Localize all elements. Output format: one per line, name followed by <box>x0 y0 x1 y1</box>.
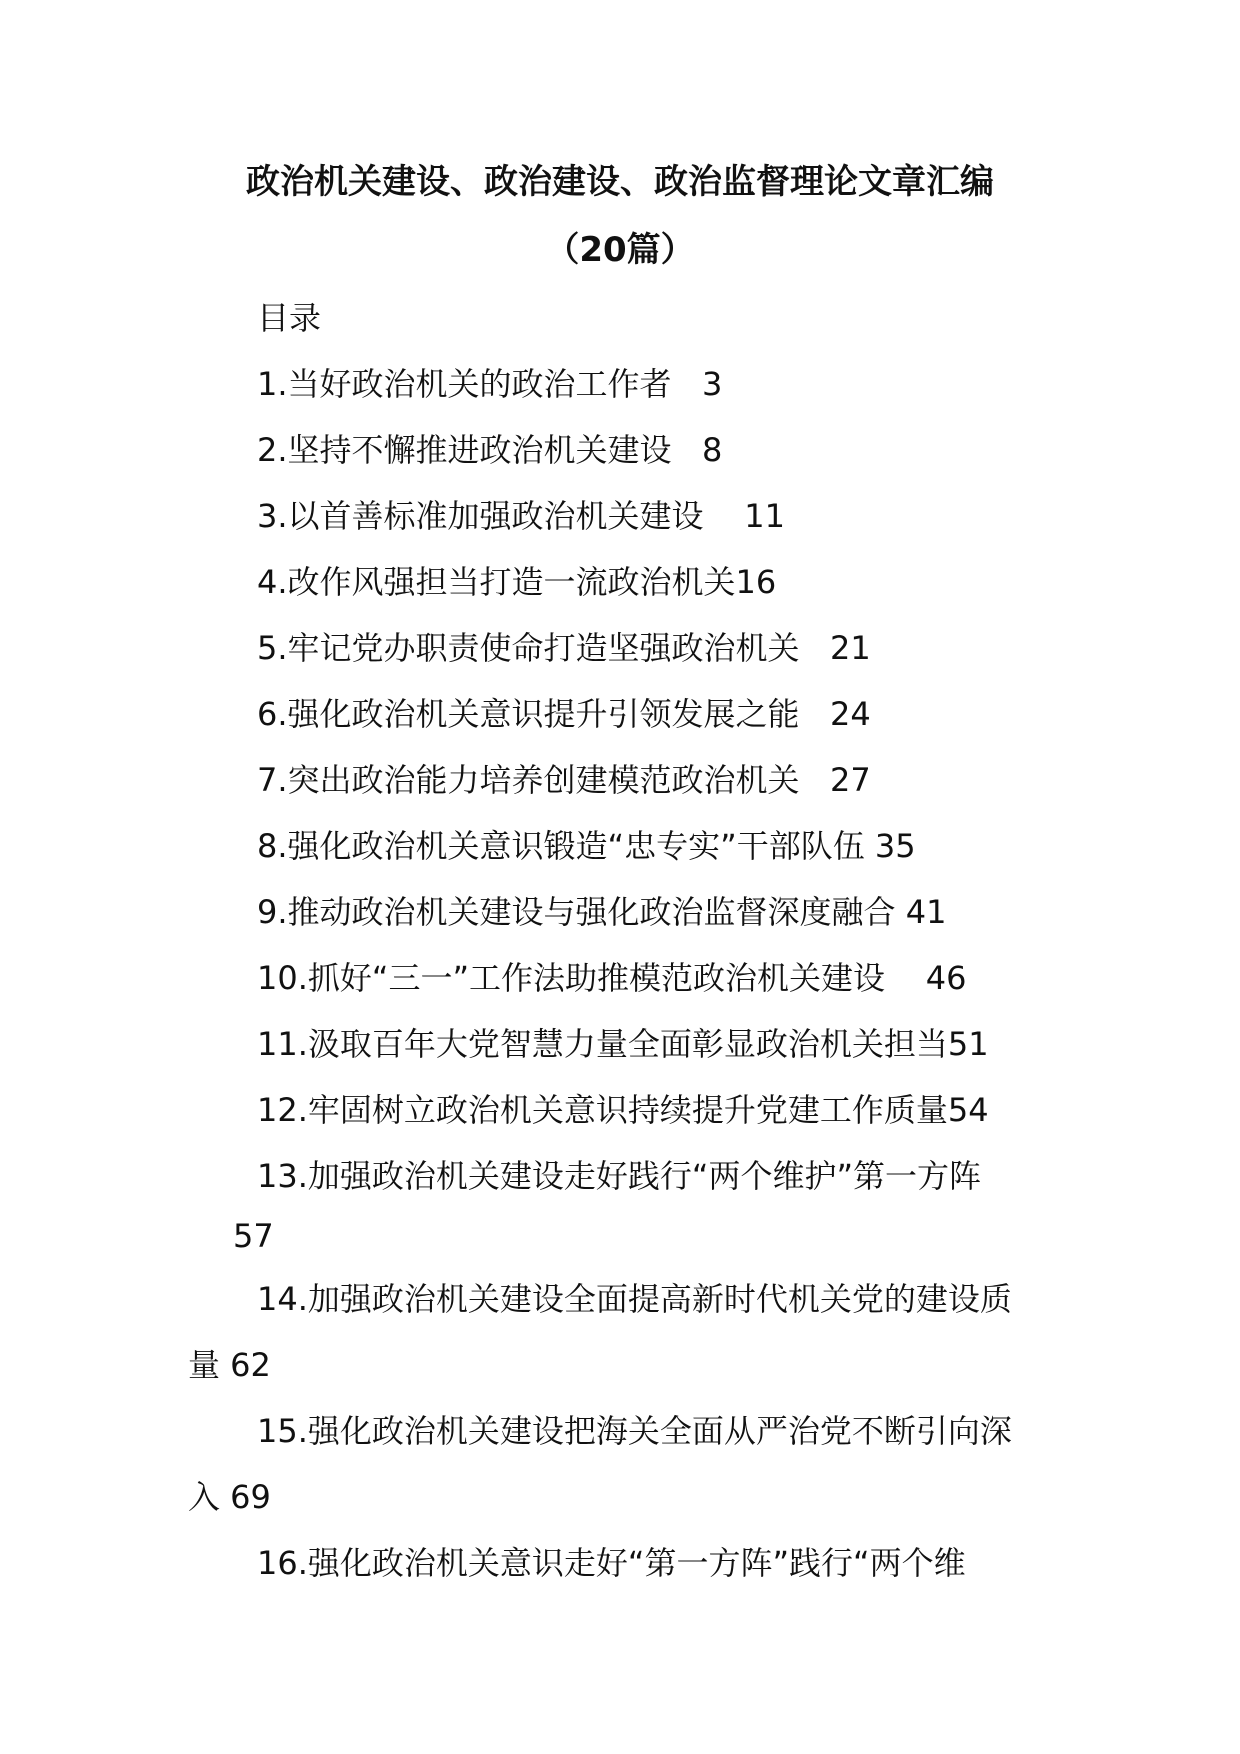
toc-item-15: 15.强化政治机关建设把海关全面从严治党不断引向深 <box>257 1412 1012 1450</box>
toc-item-16: 16.强化政治机关意识走好“第一方阵”践行“两个维 <box>257 1544 966 1582</box>
toc-item-11: 11.汲取百年大党智慧力量全面彰显政治机关担当51 <box>257 1025 989 1063</box>
toc-item-8: 8.强化政治机关意识锻造“忠专实”干部队伍 35 <box>257 827 916 865</box>
toc-item-15-continued: 入 69 <box>188 1478 271 1516</box>
toc-item-7: 7.突出政治能力培养创建模范政治机关 27 <box>257 761 871 799</box>
toc-item-10: 10.抓好“三一”工作法助推模范政治机关建设 46 <box>257 959 967 997</box>
toc-item-3: 3.以首善标准加强政治机关建设 11 <box>257 497 785 535</box>
toc-item-5: 5.牢记党办职责使命打造坚强政治机关 21 <box>257 629 871 667</box>
toc-item-13-continued: 57 <box>233 1217 274 1255</box>
toc-heading: 目录 <box>257 299 322 337</box>
toc-item-13: 13.加强政治机关建设走好践行“两个维护”第一方阵 <box>257 1157 982 1195</box>
toc-item-6: 6.强化政治机关意识提升引领发展之能 24 <box>257 695 871 733</box>
toc-item-12: 12.牢固树立政治机关意识持续提升党建工作质量54 <box>257 1091 989 1129</box>
toc-item-14-continued: 量 62 <box>188 1346 271 1384</box>
toc-item-2: 2.坚持不懈推进政治机关建设 8 <box>257 431 723 469</box>
document-title-count: （20篇） <box>545 230 695 270</box>
document-title: 政治机关建设、政治建设、政治监督理论文章汇编 <box>246 162 994 202</box>
toc-item-1: 1.当好政治机关的政治工作者 3 <box>257 365 723 403</box>
toc-item-4: 4.改作风强担当打造一流政治机关16 <box>257 563 777 601</box>
toc-item-14: 14.加强政治机关建设全面提高新时代机关党的建设质 <box>257 1280 1012 1318</box>
toc-item-9: 9.推动政治机关建设与强化政治监督深度融合 41 <box>257 893 947 931</box>
